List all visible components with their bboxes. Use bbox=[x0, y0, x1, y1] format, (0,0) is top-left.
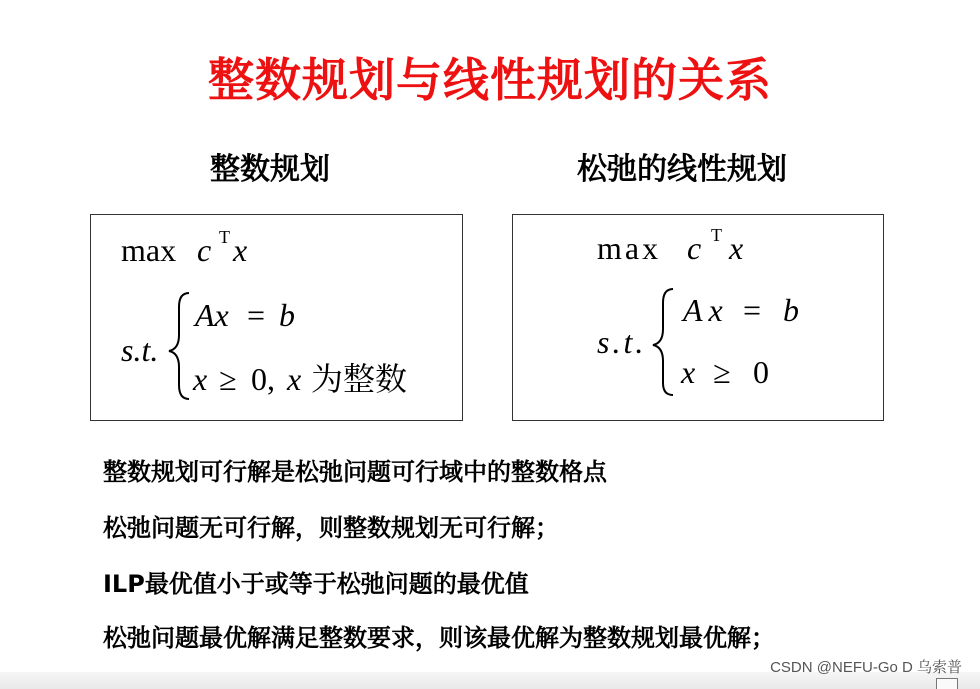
conclusion-item-2: 松弛问题无可行解，则整数规划无可行解； bbox=[103, 514, 559, 542]
relaxed-lp-formula bbox=[513, 215, 885, 422]
obj-max: max bbox=[121, 232, 177, 268]
relaxed-lp-box bbox=[512, 214, 884, 421]
obj-c: c bbox=[687, 230, 702, 266]
c2-x2: x bbox=[287, 361, 302, 397]
slide-title: 整数规划与线性规划的关系 bbox=[208, 53, 772, 107]
c2-zero: 0, bbox=[251, 361, 275, 397]
c2-x: x bbox=[193, 361, 208, 397]
obj-max: max bbox=[597, 230, 662, 266]
c2-ge: ≥ bbox=[219, 361, 237, 397]
c2-zero: 0 bbox=[753, 354, 769, 390]
integer-program-formula bbox=[91, 215, 464, 422]
window-corner-icon bbox=[936, 678, 958, 689]
c2-x: x bbox=[681, 354, 696, 390]
conclusion-item-3-text: 最优值小于或等于松弛问题的最优值 bbox=[144, 570, 529, 598]
ilp-label: ILP bbox=[103, 570, 145, 598]
c1-rhs: b bbox=[783, 292, 799, 328]
c1-rhs: b bbox=[279, 297, 295, 333]
left-brace-icon bbox=[169, 293, 189, 399]
st-label: s.t. bbox=[597, 324, 647, 360]
obj-c: c bbox=[197, 232, 212, 268]
c1-eq: = bbox=[743, 292, 762, 328]
obj-transpose: T bbox=[219, 227, 230, 247]
st-label: s.t. bbox=[121, 332, 159, 368]
left-heading: 整数规划 bbox=[210, 152, 330, 187]
obj-x: x bbox=[233, 232, 248, 268]
c2-text: 为整数 bbox=[311, 360, 408, 398]
conclusion-item-4: 松弛问题最优解满足整数要求，则该最优解为整数规划最优解； bbox=[103, 624, 775, 652]
csdn-watermark: CSDN @NEFU-Go D 乌索普 bbox=[770, 659, 962, 676]
c2-ge: ≥ bbox=[713, 354, 731, 390]
right-heading: 松弛的线性规划 bbox=[577, 152, 787, 187]
conclusion-item-1: 整数规划可行解是松弛问题可行域中的整数格点 bbox=[103, 458, 607, 486]
conclusion-item-3 bbox=[103, 564, 529, 599]
integer-program-box bbox=[90, 214, 463, 421]
left-brace-icon bbox=[653, 289, 673, 395]
obj-x: x bbox=[729, 230, 744, 266]
c1-lhs: Ax bbox=[683, 292, 729, 328]
c1-lhs: Ax bbox=[195, 297, 229, 333]
obj-transpose: T bbox=[711, 225, 722, 245]
c1-eq: = bbox=[247, 297, 266, 333]
